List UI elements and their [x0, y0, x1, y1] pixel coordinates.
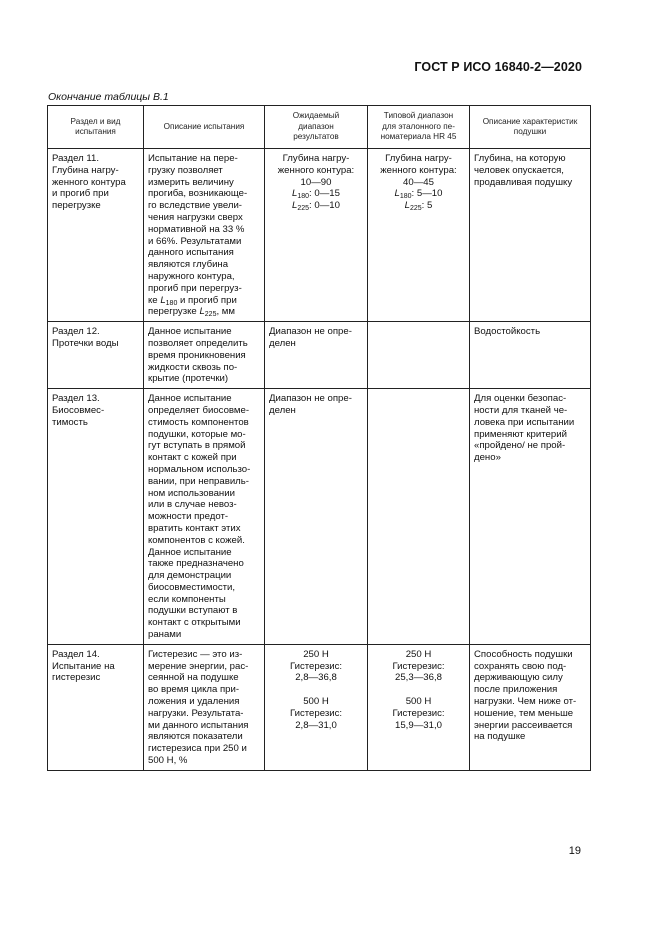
text-line: 25,3—36,8	[395, 672, 442, 684]
text-line: Гистерезис:	[289, 660, 343, 672]
l180-value: $L_{180}$: 5—10	[394, 188, 443, 201]
text-line: крытие (протечки)	[148, 373, 229, 385]
text-line: контакт с кожей при	[148, 452, 237, 464]
characteristics-cell	[470, 149, 591, 322]
text-line: время проникновения	[148, 349, 246, 361]
text-line: женного контура:	[380, 164, 457, 176]
text-line: Протечки воды	[52, 337, 119, 349]
text-line: подушки, которые мо-	[148, 428, 246, 440]
text-line: 500 Н, %	[148, 755, 188, 767]
text-line: после приложения	[474, 684, 558, 696]
text-line: ном использовании	[148, 487, 235, 499]
description-cell	[144, 389, 265, 645]
text-line: Глубина, на которую	[474, 153, 566, 164]
text-line: нагрузки. Результата-	[148, 707, 244, 719]
text-line: «пройдено/ не прой-	[474, 440, 566, 452]
text-line: во время цикла при-	[148, 684, 240, 696]
text-line: Диапазон не опре-	[269, 393, 352, 405]
header-typical-range	[368, 106, 470, 149]
section-cell	[48, 644, 144, 770]
text-line: Глубина нагру-	[52, 164, 119, 176]
text-line: 2,8—36,8	[295, 672, 337, 684]
text-line: Гистерезис:	[392, 707, 445, 719]
text-line: подушки вступают в	[148, 605, 238, 617]
text-line: Данное испытание	[148, 326, 232, 338]
header-description	[144, 106, 265, 149]
text-line: тимость	[52, 416, 88, 428]
typical-range-cell	[368, 389, 470, 645]
text-line: 250 Н	[303, 648, 329, 660]
text-line: женного контура:	[277, 164, 355, 176]
text-line: ности для тканей че-	[474, 404, 568, 416]
text-line: нормативной на 33 %	[148, 223, 245, 235]
text-line: биосовместимости,	[148, 581, 236, 593]
l225-value: $L_{225}$: 5	[404, 200, 433, 213]
typical-range-cell	[368, 149, 470, 322]
text-line: гистерезиса при 250 и	[148, 743, 247, 755]
text-line: на подушке	[474, 731, 526, 743]
text-line: ми данного испытания	[148, 719, 249, 731]
text-line: Типовой диапазон	[383, 111, 454, 121]
page-number: 19	[568, 845, 581, 857]
text-line: Диапазон не опре-	[269, 326, 352, 338]
text-line: го вследствие увели-	[148, 200, 242, 212]
text-line: и прогиб при	[52, 188, 109, 200]
text-line: нагрузки. Чем ниже от-	[474, 696, 577, 708]
typical-range-cell	[368, 322, 470, 389]
text-line: 40—45	[403, 176, 434, 188]
text-line: компонентов с кожей.	[148, 534, 245, 546]
text-line: Гистерезис:	[289, 707, 343, 719]
text-line: ложения и удаления	[148, 696, 240, 708]
text-line: стимость компонентов	[148, 416, 249, 428]
text-line: вратить контакт этих	[148, 522, 241, 534]
table-row	[48, 149, 591, 322]
text-line: Раздел и вид	[70, 116, 121, 126]
text-line: продавливая подушку	[474, 176, 573, 188]
text-line: Биосовмес-	[52, 404, 105, 416]
text-line: также предназначено	[148, 558, 244, 570]
table-row	[48, 644, 591, 770]
text-line: держивающую силу	[474, 672, 563, 684]
text-line: Испытание на	[52, 660, 115, 672]
text-line: 500 Н	[303, 696, 329, 708]
expected-range-cell	[265, 322, 368, 389]
text-line: перегрузке	[52, 200, 101, 212]
text-line: чения нагрузки сверх	[148, 211, 243, 223]
text-line: для демонстрации	[148, 570, 232, 582]
text-line: прогиба, возникающе-	[148, 188, 248, 200]
characteristics-cell	[470, 644, 591, 770]
text-line: измерить величину	[148, 176, 234, 188]
text-line: Раздел 14.	[52, 648, 100, 660]
characteristics-cell	[470, 322, 591, 389]
text-line: Гистерезис — это из-	[148, 648, 243, 660]
text-line: прогиб при перегруз-	[148, 282, 242, 294]
text-line: Описание испытания	[163, 121, 245, 131]
text-line: энергии рассеивается	[474, 719, 573, 731]
text-line: ловека при испытании	[474, 416, 575, 428]
description-cell	[144, 149, 265, 322]
text-line: применяют критерий	[474, 428, 567, 440]
text-line: грузку позволяет	[148, 164, 223, 176]
text-line: 250 Н	[405, 648, 432, 660]
table-caption: Окончание таблицы В.1	[48, 91, 169, 103]
table-header-row	[48, 106, 591, 149]
text-line: Раздел 11.	[52, 153, 99, 164]
text-line: испытания	[75, 127, 116, 136]
text-line: наружного контура,	[148, 270, 235, 282]
characteristics-cell	[470, 389, 591, 645]
description-cell	[144, 644, 265, 770]
text-line: Гистерезис:	[392, 660, 445, 672]
text-line: контакт с открытыми	[148, 617, 241, 629]
text-line: являются глубина	[148, 259, 229, 271]
text-line: подушки	[513, 127, 547, 136]
text-line: ношение, тем меньше	[474, 707, 574, 719]
text-line: определяет биосовме-	[148, 404, 250, 416]
text-line: 500 Н	[405, 696, 432, 708]
text-line: Данное испытание	[148, 393, 232, 405]
text-line: Раздел 13.	[52, 393, 100, 405]
section-cell	[48, 389, 144, 645]
text-line: женного контура	[52, 176, 126, 188]
expected-range-cell	[265, 149, 368, 322]
text-line: Раздел 12.	[52, 326, 100, 338]
text-line: мерение энергии, рас-	[148, 660, 249, 672]
description-line: перегрузке $L_{225}$, мм	[148, 306, 235, 319]
text-line: гистерезис	[52, 672, 101, 684]
text-line: диапазон	[298, 121, 334, 131]
text-line: и 66%. Результатами	[148, 235, 242, 247]
text-line: 10—90	[300, 176, 332, 188]
standard-title: ГОСТ Р ИСО 16840-2—2020	[414, 60, 582, 74]
text-line: 15,9—31,0	[395, 719, 442, 731]
text-line: сеянной на подушке	[148, 672, 239, 684]
expected-range-cell	[265, 389, 368, 645]
header-expected-range	[265, 106, 368, 149]
text-line: человек опускается,	[474, 164, 564, 176]
text-line: Данное испытание	[148, 546, 232, 558]
text-line: 2,8—31,0	[295, 719, 337, 731]
description-line: ке $L_{180}$ и прогиб при	[148, 294, 237, 307]
text-line: для эталонного пе-	[382, 121, 455, 131]
text-line: вании, при неправиль-	[148, 475, 249, 487]
text-line: Способность подушки	[474, 648, 573, 660]
text-line: или в случае невоз-	[148, 499, 237, 511]
section-cell	[48, 149, 144, 322]
text-line: гут вступать в прямой	[148, 440, 246, 452]
text-line: сохранять свою под-	[474, 660, 567, 672]
text-line: позволяет определить	[148, 337, 248, 349]
l225-value: $L_{225}$: 0—10	[292, 200, 340, 213]
text-line: нормальном использо-	[148, 463, 251, 475]
text-line: Водостойкость	[474, 326, 541, 338]
expected-range-cell	[265, 644, 368, 770]
text-line: дено»	[474, 452, 501, 464]
text-line: жидкости сквозь по-	[148, 361, 238, 373]
typical-range-cell	[368, 644, 470, 770]
text-line: номатериала HR 45	[380, 132, 457, 142]
text-line: делен	[269, 404, 296, 416]
text-line: являются показатели	[148, 731, 243, 743]
header-characteristics	[470, 106, 591, 149]
l180-value: $L_{180}$: 0—15	[292, 188, 340, 201]
text-line: результатов	[293, 132, 339, 142]
text-line: делен	[269, 337, 296, 349]
section-cell	[48, 322, 144, 389]
table-row	[48, 389, 591, 645]
test-table	[47, 105, 591, 771]
text-line: Глубина нагру-	[282, 153, 350, 164]
text-line: можности предот-	[148, 511, 229, 523]
text-line: Ожидаемый	[292, 111, 340, 121]
text-line: если компоненты	[148, 593, 226, 605]
text-line: Описание характеристик	[482, 116, 578, 126]
table-row	[48, 322, 591, 389]
description-cell	[144, 322, 265, 389]
text-line: Глубина нагру-	[385, 153, 452, 164]
text-line: Испытание на пере-	[148, 153, 238, 164]
text-line: Для оценки безопас-	[474, 393, 567, 405]
text-line: данного испытания	[148, 247, 234, 259]
header-section	[48, 106, 144, 149]
text-line: ранами	[148, 629, 182, 641]
